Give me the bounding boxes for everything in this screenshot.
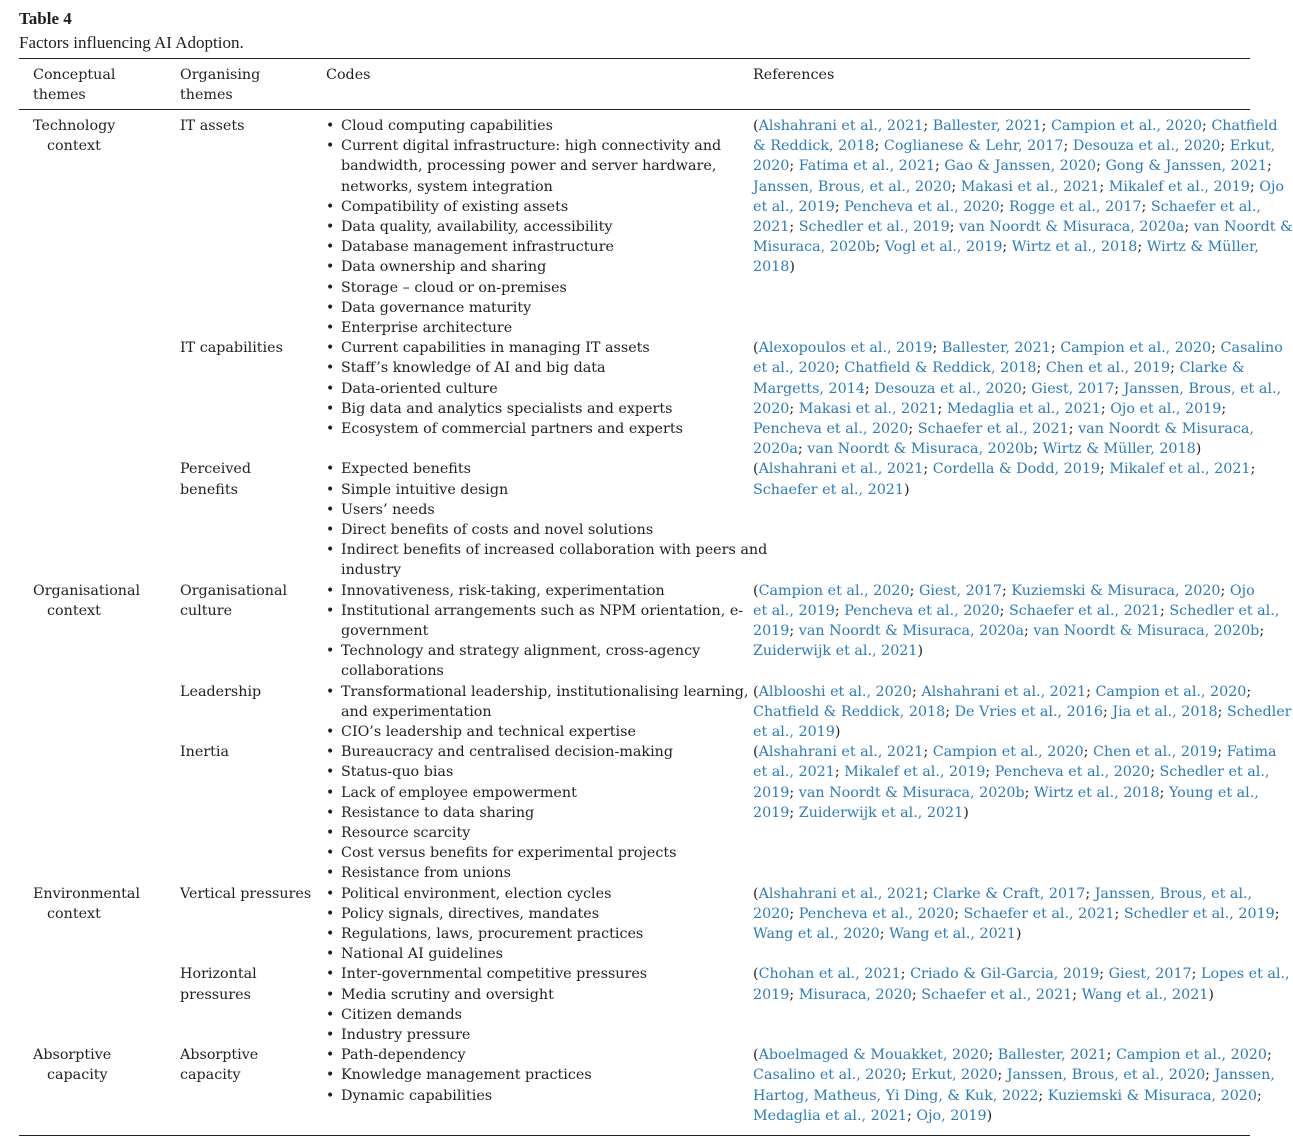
reference-link[interactable]: 2019 [753,804,790,821]
reference-line: et al., 2020; Chatfield & Reddick, 2018; Chen et al., 2019; Clarke & [753,360,1245,377]
reference-line: 2021; Schedler et al., 2019; van Noordt & Misuraca, 2020a; van Noordt & [753,218,1293,235]
reference-line: Misuraca, 2020b; Vogl et al., 2019; Wirtz et al., 2018; Wirtz & Müller, [753,239,1259,256]
reference-link[interactable]: 2021 [753,218,790,235]
code-item: • Data quality, availability, accessibility [326,217,736,237]
header-divider-rule [19,109,1250,110]
reference-link[interactable]: Chatfield & Reddick, 2018 [844,360,1037,377]
reference-line: et al., 2021; Mikalef et al., 2019; Pencheva et al., 2020; Schedler et al., [753,764,1270,781]
reference-link[interactable]: Medaglia et al., 2021 [946,400,1101,417]
reference-line: et al., 2019) [753,723,841,740]
reference-line: 2020; Makasi et al., 2021; Medaglia et al., 2021; Ojo et al., 2019; [753,400,1227,417]
references-cell [753,338,1283,459]
code-item: • Direct benefits of costs and novel solutions [326,520,736,540]
reference-link[interactable]: Janssen, Brous, et al., [1123,380,1282,397]
code-item: • Resistance from unions [326,863,736,883]
reference-link[interactable]: Chen et al., 2019 [1093,744,1218,761]
reference-link[interactable]: Zuiderwijk et al., 2021 [753,643,918,660]
code-item: • Current digital infrastructure: high connectivity and bandwidth, processing power and server hardware, networks, system integration [326,136,736,197]
code-item: • Data governance maturity [326,298,736,318]
code-item: • Dynamic capabilities [326,1086,736,1106]
organising-theme: Inertia [180,744,229,761]
reference-link[interactable]: Casalino et al., 2020 [753,1067,902,1084]
code-item: • Lack of employee empowerment [326,783,736,803]
reference-link[interactable]: De Vries et al., 2016 [954,703,1103,720]
code-item: • Simple intuitive design [326,480,736,500]
reference-link[interactable]: Alshahrani et al., 2021 [758,744,924,761]
code-item: • Path-dependency [326,1045,736,1065]
reference-line: et al., 2019; Pencheva et al., 2020; Schaefer et al., 2021; Schedler et al., [753,602,1280,619]
code-item: • Resistance to data sharing [326,803,736,823]
code-item: • Status-quo bias [326,762,736,782]
code-item: • Political environment, election cycles [326,884,736,904]
conceptual-theme: Organisational context [33,582,141,619]
reference-line: Margetts, 2014; Desouza et al., 2020; Giest, 2017; Janssen, Brous, et al., [753,380,1282,397]
reference-link[interactable]: Campion et al., 2020 [1060,340,1212,357]
reference-link[interactable]: Janssen, Brous, et al., [1094,885,1253,902]
reference-link[interactable]: Fatima et al., 2021 [798,158,936,175]
code-item: • Compatibility of existing assets [326,197,736,217]
reference-link[interactable]: Wirtz et al., 2018 [1011,239,1138,256]
reference-link[interactable]: Chatfield [1211,118,1278,134]
references-cell [753,682,1292,743]
reference-link[interactable]: Ojo et al., 2019 [1110,400,1222,417]
reference-link[interactable]: Pencheva et al., 2020 [844,602,1000,619]
reference-line: (Alshahrani et al., 2021; Campion et al., 2020; Chen et al., 2019; Fatima [753,744,1277,761]
code-item: • Cost versus benefits for experimental projects [326,843,736,863]
reference-link[interactable]: Schedler [1227,703,1292,720]
organising-theme: Absorptive capacity [180,1047,259,1084]
reference-link[interactable]: Campion et al., 2020 [932,744,1084,761]
reference-link[interactable]: Wang et al., 2021 [889,925,1016,942]
reference-line: Wang et al., 2020; Wang et al., 2021) [753,925,1022,942]
codes-list [326,682,749,743]
reference-line: 2019; van Noordt & Misuraca, 2020b; Wirtz et al., 2018; Young et al., [753,784,1259,801]
reference-link[interactable]: Schedler et al., 2019 [798,218,950,235]
header-conceptual-themes: Conceptual themes [33,67,116,104]
reference-link[interactable]: Schaefer et al., [1150,198,1261,215]
references-cell [753,884,1280,945]
code-item: • Regulations, laws, procurement practices [326,924,736,944]
codes-list [326,338,736,439]
reference-link[interactable]: Ojo [1259,178,1285,195]
reference-link[interactable]: Erkut, [1229,138,1276,155]
reference-line: (Alshahrani et al., 2021; Cordella & Dodd, 2019; Mikalef et al., 2021; [753,461,1256,478]
references-cell [753,459,1256,499]
reference-link[interactable]: Schaefer et al., 2021 [753,481,904,498]
code-item: • Database management infrastructure [326,237,736,257]
reference-link[interactable]: Alshahrani et al., 2021 [758,885,924,902]
reference-link[interactable]: Makasi et al., 2021 [960,178,1100,195]
organising-theme: Horizontal pressures [180,966,257,1003]
reference-line: 2019; van Noordt & Misuraca, 2020a; van Noordt & Misuraca, 2020b; [753,622,1265,639]
code-item: • Resource scarcity [326,823,736,843]
reference-link[interactable]: Schaefer et al., 2021 [917,420,1069,437]
references-cell [753,964,1290,1004]
reference-link[interactable]: 2020a [753,441,798,458]
reference-link[interactable]: 2019 [753,622,790,639]
code-item: • Storage – cloud or on-premises [326,278,736,298]
code-item: • National AI guidelines [326,944,736,964]
code-item: • Citizen demands [326,1005,736,1025]
code-item: • Technology and strategy alignment, cross-agency collaborations [326,641,736,681]
reference-link[interactable]: et al., 2019 [753,198,835,215]
organising-theme: IT assets [180,118,245,134]
reference-link[interactable]: Desouza et al., 2020 [874,380,1022,397]
reference-link[interactable]: Mikalef et al., 2019 [844,764,986,781]
code-item: • Current capabilities in managing IT assets [326,338,736,358]
reference-line: Zuiderwijk et al., 2021) [753,643,924,660]
reference-link[interactable]: van Noordt & Misuraca, 2020b [807,441,1034,458]
organising-theme: Vertical pressures [180,885,312,902]
reference-link[interactable]: Hartog, Matheus, Yi Ding, & Kuk, 2022 [753,1087,1039,1104]
code-item: • Cloud computing capabilities [326,116,736,136]
reference-line: Casalino et al., 2020; Erkut, 2020; Janssen, Brous, et al., 2020; Janssen, [753,1067,1275,1084]
reference-link[interactable]: Ballester, 2021 [941,340,1051,357]
reference-link[interactable]: Giest, 2017 [1108,966,1192,983]
reference-link[interactable]: Zuiderwijk et al., 2021 [798,804,964,821]
reference-link[interactable]: Campion et al., 2020 [1095,683,1247,700]
reference-link[interactable]: Schaefer et al., 2021 [963,905,1115,922]
code-item: • Media scrutiny and oversight [326,985,736,1005]
reference-link[interactable]: 2020 [753,158,790,175]
reference-link[interactable]: Casalino [1220,340,1283,357]
code-item: • Bureaucracy and centralised decision-making [326,742,736,762]
reference-link[interactable]: et al., 2019 [753,602,835,619]
header-codes: Codes [326,67,371,83]
reference-link[interactable]: Alshahrani et al., 2021 [758,461,924,478]
reference-link[interactable]: Schedler et al., [1169,602,1280,619]
reference-link[interactable]: Schaefer et al., 2021 [1008,602,1160,619]
codes-list [326,1045,736,1106]
reference-line: 2020; Pencheva et al., 2020; Schaefer et al., 2021; Schedler et al., 2019; [753,905,1280,922]
reference-link[interactable]: Misuraca, 2020 [798,986,912,1003]
reference-line: Pencheva et al., 2020; Schaefer et al., 2021; van Noordt & Misuraca, [753,420,1254,437]
reference-link[interactable]: Jia et al., 2018 [1112,703,1218,720]
reference-link[interactable]: Desouza et al., 2020 [1072,138,1221,155]
conceptual-theme: Environmental context [33,885,141,922]
reference-line: Medaglia et al., 2021; Ojo, 2019) [753,1107,993,1124]
references-cell [753,1045,1275,1126]
reference-link[interactable]: Janssen, [1214,1067,1275,1084]
code-item: • Innovativeness, risk-taking, experimentation [326,581,736,601]
reference-link[interactable]: 2019 [753,986,790,1003]
reference-link[interactable]: Medaglia et al., 2021 [753,1107,908,1124]
reference-line: (Chohan et al., 2021; Criado & Gil-Garcia, 2019; Giest, 2017; Lopes et al., [753,966,1290,983]
reference-line: Chatfield & Reddick, 2018; De Vries et al., 2016; Jia et al., 2018; Schedler [753,703,1292,720]
code-item: • Industry pressure [326,1025,736,1045]
reference-link[interactable]: Schaefer et al., 2021 [921,986,1073,1003]
organising-theme: Leadership [180,683,262,700]
reference-line: (Alblooshi et al., 2020; Alshahrani et al., 2021; Campion et al., 2020; [753,683,1252,700]
reference-link[interactable]: Pencheva et al., 2020 [844,198,1000,215]
table-label: Table 4 [19,9,72,28]
reference-link[interactable]: Vogl et al., 2019 [884,239,1003,256]
reference-link[interactable]: Schedler et al., [1159,764,1270,781]
references-cell [753,116,1293,278]
reference-link[interactable]: Ballester, 2021 [932,118,1042,134]
reference-link[interactable]: et al., 2019 [753,723,835,740]
reference-link[interactable]: Alshahrani et al., 2021 [921,683,1087,700]
reference-link[interactable]: Rogge et al., 2017 [1008,198,1142,215]
table-top-rule [19,58,1250,59]
reference-link[interactable]: Makasi et al., 2021 [798,400,938,417]
reference-link[interactable]: Cordella & Dodd, 2019 [932,461,1101,478]
reference-link[interactable]: Mikalef et al., 2019 [1108,178,1250,195]
reference-link[interactable]: Wang et al., 2021 [1081,986,1209,1003]
organising-theme: Organisational culture [180,582,288,619]
reference-link[interactable]: van Noordt & [1193,218,1293,235]
reference-link[interactable]: Wang et al., 2020 [753,925,880,942]
reference-link[interactable]: Wirtz & Müller, 2018 [1042,441,1196,458]
reference-link[interactable]: van Noordt & Misuraca, [1078,420,1254,437]
reference-link[interactable]: Margetts, 2014 [753,380,865,397]
reference-line: (Alshahrani et al., 2021; Ballester, 2021; Campion et al., 2020; Chatfield [753,118,1278,134]
reference-link[interactable]: et al., 2020 [753,360,835,377]
reference-line: 2019; Zuiderwijk et al., 2021) [753,804,969,821]
reference-link[interactable]: Pencheva et al., 2020 [798,905,955,922]
reference-link[interactable]: Ojo, 2019 [916,1107,987,1124]
reference-link[interactable]: Campion et al., 2020 [1050,118,1202,134]
references-cell [753,742,1277,823]
reference-line: Janssen, Brous, et al., 2020; Makasi et al., 2021; Mikalef et al., 2019; Ojo [753,178,1285,195]
codes-list [326,742,736,883]
reference-link[interactable]: Wirtz & Müller, [1146,239,1259,256]
reference-line: 2019; Misuraca, 2020; Schaefer et al., 2021; Wang et al., 2021) [753,986,1214,1003]
reference-link[interactable]: Criado & Gil-Garcia, 2019 [910,966,1100,983]
reference-link[interactable]: 2020 [753,905,790,922]
reference-link[interactable]: van Noordt & Misuraca, 2020a [959,218,1185,235]
reference-link[interactable]: Mikalef et al., 2021 [1109,461,1251,478]
conceptual-theme: Absorptive capacity [33,1047,112,1084]
reference-link[interactable]: 2020 [753,400,790,417]
code-item: • Inter-governmental competitive pressures [326,964,736,984]
reference-link[interactable]: Giest, 2017 [1031,380,1115,397]
reference-link[interactable]: Aboelmaged & Mouakket, 2020 [758,1047,989,1064]
reference-link[interactable]: Janssen, Brous, et al., 2020 [1006,1067,1206,1084]
reference-link[interactable]: et al., 2021 [753,764,835,781]
reference-line: 2020; Fatima et al., 2021; Gao & Janssen, 2020; Gong & Janssen, 2021; [753,158,1272,175]
reference-link[interactable]: Fatima [1226,744,1277,761]
reference-link[interactable]: Chatfield & Reddick, 2018 [753,703,946,720]
reference-link[interactable]: van Noordt & Misuraca, 2020b [1033,622,1260,639]
reference-link[interactable]: Janssen, Brous, et al., 2020 [753,178,952,195]
code-item: • Indirect benefits of increased collaboration with peers and industry [326,540,736,580]
reference-line: 2020a; van Noordt & Misuraca, 2020b; Wirtz & Müller, 2018) [753,441,1202,458]
reference-link[interactable]: van Noordt & Misuraca, 2020b [798,784,1025,801]
header-organising-themes: Organising themes [180,67,261,104]
reference-link[interactable]: Clarke & Craft, 2017 [932,885,1086,902]
reference-link[interactable]: Chohan et al., 2021 [758,966,901,983]
reference-line: (Campion et al., 2020; Giest, 2017; Kuziemski & Misuraca, 2020; Ojo [753,582,1255,599]
code-item: • Policy signals, directives, mandates [326,904,736,924]
reference-link[interactable]: Schedler et al., 2019 [1123,905,1275,922]
codes-list [326,459,768,580]
table-caption: Factors influencing AI Adoption. [19,33,244,52]
reference-link[interactable]: Kuziemski & Misuraca, 2020 [1011,582,1221,599]
references-cell [753,581,1280,662]
reference-link[interactable]: Alexopoulos et al., 2019 [758,340,933,357]
reference-link[interactable]: 2018 [753,259,790,276]
reference-link[interactable]: Pencheva et al., 2020 [994,764,1151,781]
reference-line: et al., 2019; Pencheva et al., 2020; Rogge et al., 2017; Schaefer et al., [753,198,1261,215]
code-item: • Data-oriented culture [326,379,736,399]
code-item: • Big data and analytics specialists and experts [326,399,736,419]
reference-link[interactable]: Misuraca, 2020b [753,239,876,256]
reference-link[interactable]: Wirtz et al., 2018 [1034,784,1160,801]
code-item: • Enterprise architecture [326,318,736,338]
code-item: • Institutional arrangements such as NPM orientation, e- government [326,601,736,641]
reference-link[interactable]: Campion et al., 2020 [1116,1047,1267,1064]
reference-link[interactable]: Pencheva et al., 2020 [753,420,909,437]
reference-link[interactable]: Erkut, 2020 [911,1067,998,1084]
reference-link[interactable]: Gao & Janssen, 2020 [944,158,1097,175]
reference-line: Hartog, Matheus, Yi Ding, & Kuk, 2022; Kuziemski & Misuraca, 2020; [753,1087,1262,1104]
reference-link[interactable]: Clarke & [1179,360,1245,377]
reference-link[interactable]: Gong & Janssen, 2021 [1105,158,1267,175]
reference-link[interactable]: van Noordt & Misuraca, 2020a [798,622,1025,639]
table-bottom-rule [19,1135,1250,1136]
codes-list [326,884,736,965]
reference-link[interactable]: 2019 [753,784,790,801]
code-item: • Staff’s knowledge of AI and big data [326,358,736,378]
reference-line: 2018) [753,259,795,276]
code-item: • Ecosystem of commercial partners and experts [326,419,736,439]
reference-link[interactable]: Coglianese & Lehr, 2017 [883,138,1064,155]
code-item: • Data ownership and sharing [326,257,736,277]
codes-list [326,116,736,338]
codes-list [326,581,744,682]
organising-theme: Perceived benefits [180,461,252,498]
reference-link[interactable]: Ballester, 2021 [997,1047,1107,1064]
reference-link[interactable]: Giest, 2017 [918,582,1002,599]
reference-link[interactable]: Young et al., [1168,784,1259,801]
header-references: References [753,67,835,83]
reference-line: Schaefer et al., 2021) [753,481,910,498]
organising-theme: IT capabilities [180,340,283,357]
reference-link[interactable]: Alblooshi et al., 2020 [758,683,912,700]
reference-link[interactable]: Chen et al., 2019 [1045,360,1171,377]
reference-link[interactable]: & Reddick, 2018 [753,138,875,155]
code-item: • Expected benefits [326,459,736,479]
reference-line: (Alexopoulos et al., 2019; Ballester, 2021; Campion et al., 2020; Casalino [753,340,1283,357]
reference-link[interactable]: Alshahrani et al., 2021 [758,118,924,134]
code-item: • CIO’s leadership and technical expertise [326,722,736,742]
code-item: • Users’ needs [326,500,736,520]
code-item: • Transformational leadership, institutionalising learning, and experimentation [326,682,736,722]
reference-link[interactable]: Lopes et al., [1201,966,1290,983]
reference-line: (Aboelmaged & Mouakket, 2020; Ballester, 2021; Campion et al., 2020; [753,1047,1272,1064]
reference-link[interactable]: Kuziemski & Misuraca, 2020 [1047,1087,1257,1104]
code-item: • Knowledge management practices [326,1065,736,1085]
reference-line: (Alshahrani et al., 2021; Clarke & Craft, 2017; Janssen, Brous, et al., [753,885,1253,902]
reference-line: & Reddick, 2018; Coglianese & Lehr, 2017; Desouza et al., 2020; Erkut, [753,138,1276,155]
reference-link[interactable]: Campion et al., 2020 [758,582,910,599]
conceptual-theme: Technology context [33,118,116,155]
codes-list [326,964,736,1045]
reference-link[interactable]: Ojo [1229,582,1255,599]
